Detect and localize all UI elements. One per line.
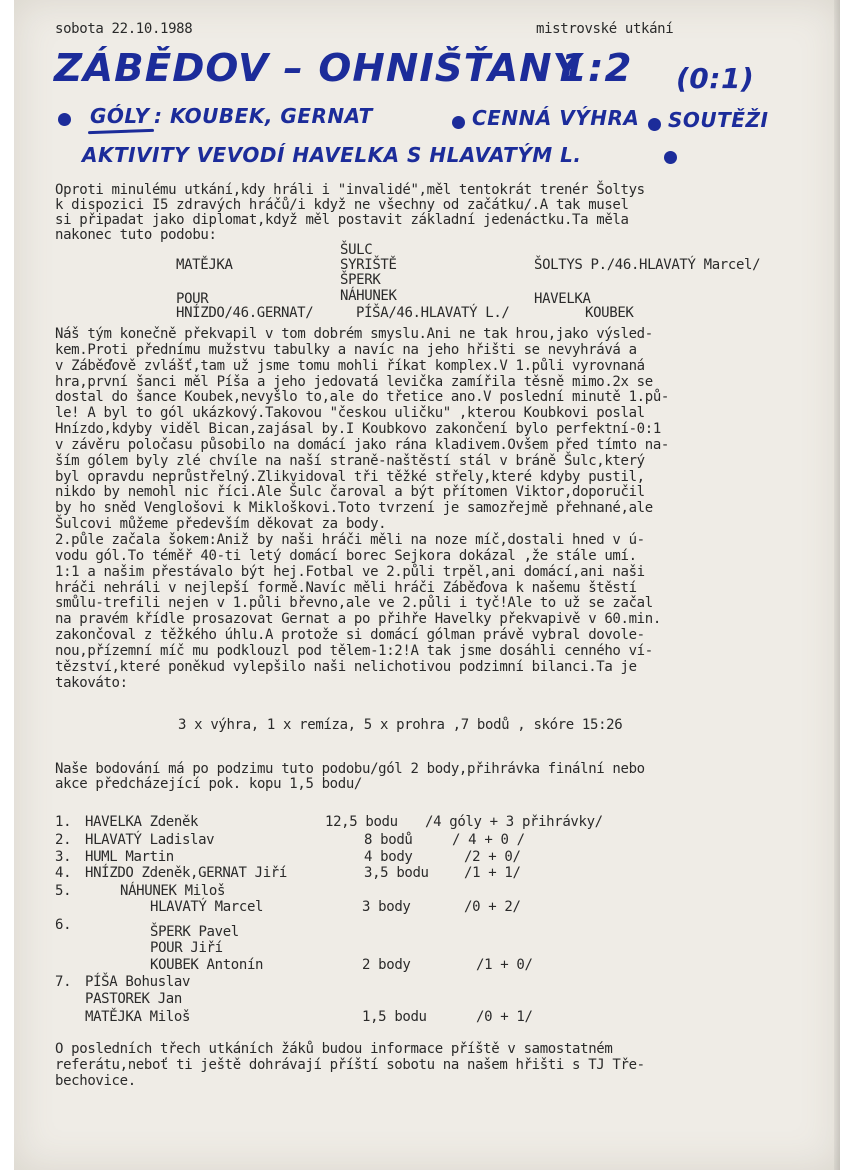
- footer-note: O posledních třech utkáních žáků budou informace příště v samostatném referátu,neboť ti ještě dohrávají příští sobotu na našem hřišti s TJ Tře- bechovice.: [55, 1041, 645, 1089]
- ranking-detail: /1 + 1/: [464, 865, 521, 881]
- lineup-defender-center: SYRIŠTĚ: [340, 257, 397, 273]
- ranking-name: ŠPERK Pavel: [150, 924, 239, 940]
- ranking-detail: /4 góly + 3 přihrávky/: [425, 814, 603, 830]
- handwritten-valuable-win: CENNÁ VÝHRA: [472, 106, 640, 130]
- ranking-detail: / 4 + 0 /: [452, 832, 525, 848]
- season-summary: 3 x výhra, 1 x remíza, 5 x prohra ,7 bodů , skóre 15:26: [178, 717, 623, 733]
- handwritten-score: 1:2: [560, 46, 633, 90]
- ranking-name: HLAVATÝ Marcel: [150, 899, 264, 915]
- match-report: Náš tým konečně překvapil v tom dobrém smyslu.Ani ne tak hrou,jako výsled- kem.Proti přednímu mužstvu tabulky a navíc na jeho hřišti se nevyhrává a v Záběďově zvlášť,tam už jsme tomu mohli říkat komplex.V 1.půli vyrovnaná hra,první šanci měl Píša a jeho jedovatá levička zamířila těsně mimo.2x se dostal do šance Koubek,nevyšlo to,ale do třetice ano.V poslední minutě 1.pů- le! A byl to gól ukázkový.Takovou "českou uličku" ,kterou Koubkovi poslal Hnízdo,kdyby viděl Bican,zajásal by.I Koubkovo zakončení bylo perfektní-0:1 v závěru poločasu působilo na domácí jako rána kladivem.Ovšem před tímto na- ším gólem byly zlé chvíle na naší straně-naštěstí stál v bráně Šulc,který byl opravdu neprůstřelný.Zlikvidoval tři těžké střely,které kdyby pustil, nikdo by nemohl nic říci.Ale Šulc čaroval a být přítomen Viktor,doporučil by ho sněd Venglošovi k Mikloškovi.Toto tvrzení je samozřejmě přehnané,ale Šulcovi můžeme především děkovat za body. 2.půle začala šokem:Aniž by naši hráči měli na noze míč,dostali hned v ú- vodu gól.To téměř 40-ti letý domácí borec Sejkora dokázal ,že stále umí. 1:1 a našim přestávalo být hej.Fotbal ve 2.půli trpěl,ani domácí,ani naši hráči nehráli v nejlepší formě.Navíc měli hráči Záběďova k našemu štěstí smůlu-trefili nejen v 1.půli břevno,ale ve 2.půli i tyč!Ale to už se začal na pravém křídle prosazovat Gernat a po přihře Havelky překvapivě v 60.min. zakončoval z těžkého úhlu.A protože si domácí gólman právě vybral dovole- nou,přízemní míč mu podklouzl pod tělem-1:2!A tak jsme dosáhli cenného ví- tězství,které poněkud vylepšilo naši nelichotivou podzimní bilanci.Ta je takováto:: [55, 326, 669, 691]
- ranking-detail: /1 + 0/: [476, 957, 533, 973]
- handwritten-competition: SOUTĚŽI: [668, 108, 769, 132]
- handwritten-title: ZÁBĚDOV – OHNIŠŤANY: [54, 46, 582, 90]
- header-match-type: mistrovské utkání: [536, 21, 674, 37]
- ranking-rank: 7.: [55, 974, 72, 990]
- ranking-name: PÍŠA Bohuslav: [85, 974, 191, 990]
- ranking-name: KOUBEK Antonín: [150, 957, 264, 973]
- ranking-rank: 4.: [55, 865, 72, 881]
- ranking-name: HNÍZDO Zdeněk,GERNAT Jiří: [85, 865, 287, 881]
- lineup-midfield-left: POUR: [176, 291, 209, 307]
- ranking-points: 3,5 bodu: [364, 865, 429, 881]
- header-date: sobota 22.10.1988: [55, 21, 193, 37]
- ranking-points: 12,5 bodu: [325, 814, 398, 830]
- ranking-points: 8 bodů: [364, 832, 413, 848]
- bullet-dot: [452, 116, 465, 129]
- handwritten-goals-label: GÓLY: [90, 104, 150, 128]
- ranking-rank: 2.: [55, 832, 72, 848]
- ranking-rank: 6.: [55, 917, 72, 933]
- ranking-name: HLAVATÝ Ladislav: [85, 832, 215, 848]
- lineup-midfield-right: HAVELKA: [534, 291, 591, 307]
- lineup-forward-right: KOUBEK: [585, 305, 634, 321]
- ranking-name: NÁHUNEK Miloš: [120, 883, 226, 899]
- bullet-dot: [648, 118, 661, 131]
- ranking-detail: /0 + 2/: [464, 899, 521, 915]
- lineup-forward-left: HNÍZDO/46.GERNAT/: [176, 305, 314, 321]
- ranking-points: 3 body: [362, 899, 411, 915]
- ranking-detail: /2 + 0/: [464, 849, 521, 865]
- handwritten-goals: : KOUBEK, GERNAT: [154, 104, 373, 128]
- ranking-points: 2 body: [362, 957, 411, 973]
- ranking-points: 1,5 bodu: [362, 1009, 427, 1025]
- ranking-detail: /0 + 1/: [476, 1009, 533, 1025]
- lineup-forward-center: PÍŠA/46.HLAVATÝ L./: [356, 305, 510, 321]
- ranking-points: 4 body: [364, 849, 413, 865]
- handwritten-activity: AKTIVITY VEVODÍ HAVELKA S HLAVATÝM L.: [82, 143, 582, 167]
- intro-paragraph: Oproti minulému utkání,kdy hráli i "invalidé",měl tentokrát trenér Šoltys k dispozici I5 zdravých hráčů/i když ne všechny od začátku/.A tak musel si připadat jako diplomat,když měl postavit základní jedenáctku.Ta měla nakonec tuto podobu:: [55, 182, 645, 243]
- handwritten-halftime: (0:1): [676, 62, 755, 95]
- lineup-goalkeeper: ŠULC: [340, 242, 373, 258]
- lineup-sweeper: ŠPERK: [340, 272, 381, 288]
- lineup-midfield-center: NÁHUNEK: [340, 288, 397, 304]
- lineup-defender-right: ŠOLTYS P./46.HLAVATÝ Marcel/: [534, 257, 761, 273]
- ranking-rank: 3.: [55, 849, 72, 865]
- ranking-rank: 1.: [55, 814, 72, 830]
- lineup-defender-left: MATĚJKA: [176, 257, 233, 273]
- scoring-intro: Naše bodování má po podzimu tuto podobu/gól 2 body,přihrávka finální nebo akce předcházející pok. kopu 1,5 bodu/: [55, 761, 645, 792]
- ranking-name: MATĚJKA Miloš: [85, 1009, 191, 1025]
- ranking-name: HUML Martin: [85, 849, 174, 865]
- ranking-name: POUR Jiří: [150, 940, 223, 956]
- ranking-rank: 5.: [55, 883, 72, 899]
- bullet-dot: [664, 151, 677, 164]
- ranking-name: HAVELKA Zdeněk: [85, 814, 199, 830]
- bullet-dot: [58, 113, 71, 126]
- ranking-name: PASTOREK Jan: [85, 991, 182, 1007]
